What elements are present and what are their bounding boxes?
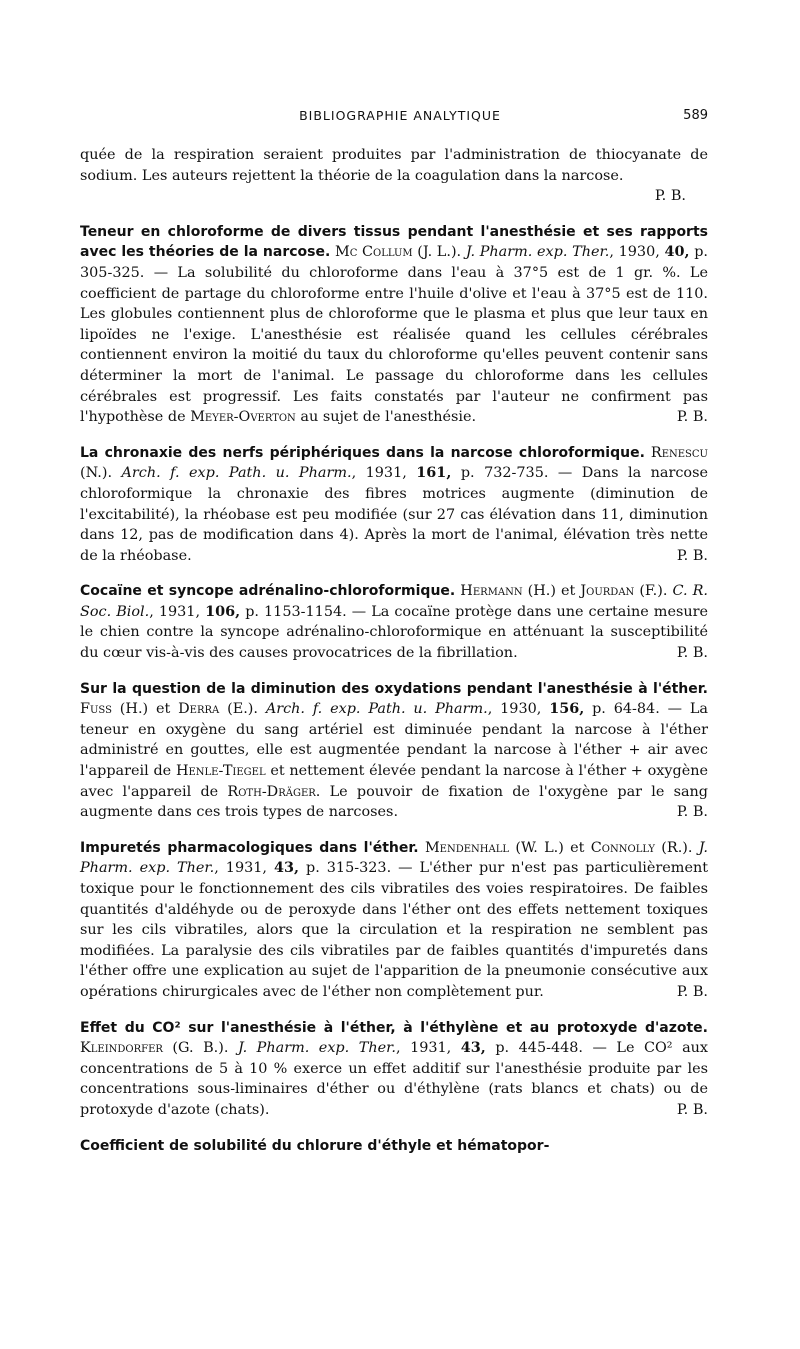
entry-title: Sur la question de la diminution des oxydations pendant l'anesthésie à l'éther. <box>80 680 708 697</box>
entry-body: — La teneur en oxygène du sang artériel est diminuée pendant la narcose à l'éther administré en gouttes, elle est augmentée pendant la narcose à l'éther + air avec l'appareil de <box>80 701 708 780</box>
bibliography-entry: Cocaïne et syncope adrénalino-chloroformique. Hermann (H.) et Jourdan (F.). C. R. Soc. Biol., 1931, 106, p. 1153-1154. — La cocaïne protège dans une certaine mesure le chien contre la syncope adrénalino-chloroformique en atténuant la susceptibilité du cœur vis-à-vis des causes provocatrices de la fibrillation. P. B. <box>80 581 708 663</box>
entry-body-mid: et nettement élevée pendant la narcose à l'éther + oxygène avec l'appareil de <box>80 763 709 800</box>
entry-title: Coefficient de solubilité du chlorure d'éthyle et hématopor- <box>80 1137 550 1154</box>
entry-cited-name-second: Roth-Dräger. <box>227 783 321 800</box>
page-number: 589 <box>683 108 708 123</box>
entry-year: 1931, <box>365 465 407 482</box>
entry-cited-name: Henle-Tiegel <box>175 763 266 780</box>
signature: P. B. <box>676 804 708 821</box>
signature: P. B. <box>676 1101 708 1118</box>
entry-journal: Arch. f. exp. Path. u. Pharm. <box>265 701 488 718</box>
entry-authors: Kleindorfer (G. B.). <box>80 1040 229 1057</box>
entry-volume: 40, <box>664 243 690 261</box>
bibliography-entry: La chronaxie des nerfs périphériques dans la narcose chloroformique. Renescu (N.). Arch. f. exp. Path. u. Pharm., 1931, 161, p. 732-735. — Dans la narcose chloroformique la chronaxie des fibres motrices augmente (diminution de l'excitabilité), la rhéobase est peu modifiée (sur 27 cas élévation dans 11, diminution dans 12, pas de modification dans 4). Après la mort de l'animal, élévation très nette de la rhéobase. P. B. <box>80 443 708 567</box>
entry-title: Cocaïne et syncope adrénalino-chloroformique. <box>80 583 456 600</box>
signature: P. B. <box>676 645 708 662</box>
entry-body: — La cocaïne protège dans une certaine mesure le chien contre la syncope adrénalino-chloroformique en atténuant la susceptibilité du cœur vis-à-vis des causes provocatrices de la fibrillation. <box>80 603 709 662</box>
entry-authors-join: et <box>570 839 585 856</box>
entry-title: La chronaxie des nerfs périphériques dans la narcose chloroformique. <box>80 444 645 461</box>
entry-journal: J. Pharm. exp. Ther. <box>80 839 709 877</box>
entry-title: Impuretés pharmacologiques dans l'éther. <box>80 839 419 856</box>
entry-body: — Dans la narcose chloroformique la chronaxie des fibres motrices augmente (diminution de l'excitabilité), la rhéobase est peu modifiée (sur 27 cas élévation dans 11, diminution dans 12, pas de modification dans 4). Après la mort de l'animal, élévation très nette de la rhéobase. <box>80 465 708 564</box>
entry-year: 1930, <box>618 244 660 261</box>
signature: P. B. <box>676 547 708 564</box>
entry-journal: C. R. Soc. Biol. <box>80 583 708 620</box>
entry-journal: J. Pharm. exp. Ther. <box>237 1040 396 1057</box>
entry-body: — L'éther pur n'est pas particulièrement toxique pour le fonctionnement des cils vibratiles des voies respiratoires. De faibles quantités d'aldéhyde ou de peroxyde dans l'éther ont des effets nettement toxiques sur les cils vibratiles, alors que la circulation et la respiration ne semblent pas modifiées. La paralysie des cils vibratiles par de faibles quantités d'impuretés dans l'éther offre une explication au sujet de l'apparition de la pneumonie consécutive aux opérations chirurgicales avec de l'éther non complètement pur. <box>80 860 709 1000</box>
continuation-text: quée de la respiration seraient produites par l'administration de thiocyanate de sodium. Les auteurs rejettent la théorie de la coagulation dans la narcose. <box>80 147 708 184</box>
entry-pages: p. 64-84. <box>592 701 660 718</box>
entry-pages: p. 315-323. <box>306 860 392 877</box>
entry-volume: 156, <box>549 700 585 718</box>
entry-cited-name: Meyer-Overton <box>190 409 296 426</box>
entry-title: Teneur en chloroforme de divers tissus pendant l'anesthésie et ses rapports avec les théories de la narcose. <box>80 223 708 261</box>
bibliography-entry: Sur la question de la diminution des oxydations pendant l'anesthésie à l'éther. Fuss (H.) et Derra (E.). Arch. f. exp. Path. u. Pharm., 1930, 156, p. 64-84. — La teneur en oxygène du sang artériel est diminuée pendant la narcose à l'éther administré en gouttes, elle est augmentée pendant la narcose à l'éther + air avec l'appareil de Henle-Tiegel et nettement élevée pendant la narcose à l'éther + oxygène avec l'appareil de Roth-Dräger. Le pouvoir de fixation de l'oxygène par le sang augmente dans ces trois types de narcoses. P. B. <box>80 679 708 823</box>
entry-volume: 106, <box>205 602 241 620</box>
entry-authors: Mendenhall (W. L.) <box>424 839 564 856</box>
bibliography-entry: Teneur en chloroforme de divers tissus pendant l'anesthésie et ses rapports avec les théories de la narcose. Mc Collum (J. L.). J. Pharm. exp. Ther., 1930, 40, p. 305-325. — La solubilité du chloroforme dans l'eau à 37°5 est de 1 gr. %. Le coefficient de partage du chloroforme entre l'huile d'olive et l'eau à 37°5 est de 110. Les globules contiennent plus de chloroforme que le plasma et plus que leur taux en lipoïdes ne l'exige. L'anesthésie est réalisée quand les cellules cérébrales contiennent environ la moitié du taux du chloroforme qu'elles peuvent contenir sans déterminer la mort de l'animal. Le passage du chloroforme dans les cellules cérébrales est progressif. Les faits constatés par l'auteur ne confirment pas l'hypothèse de Meyer-Overton au sujet de l'anesthésie. P. B. <box>80 222 708 428</box>
continuation-paragraph <box>80 145 708 207</box>
entry-authors-join: et <box>561 583 576 600</box>
bibliography-entry: Effet du CO² sur l'anesthésie à l'éther, à l'éthylène et au protoxyde d'azote. Kleindorfer (G. B.). J. Pharm. exp. Ther., 1931, 43, p. 445-448. — Le CO² aux concentrations de 5 à 10 % exerce un effet additif sur l'anesthésie produite par les concentrations sous-liminaires d'éther ou d'éthylène (rats blancs et chats) ou de protoxyde d'azote (chats). P. B. <box>80 1018 708 1121</box>
signature: P. B. <box>676 409 708 426</box>
signature: P. B. <box>654 188 686 205</box>
entry-journal: Arch. f. exp. Path. u. Pharm. <box>121 465 352 482</box>
entry-body: — Le CO² aux concentrations de 5 à 10 % exerce un effet additif sur l'anesthésie produite par les concentrations sous-liminaires d'éther ou d'éthylène (rats blancs et chats) ou de protoxyde d'azote (chats). <box>80 1040 709 1118</box>
running-title: BIBLIOGRAPHIE ANALYTIQUE <box>299 108 501 123</box>
entry-year: 1930, <box>500 701 542 718</box>
signature: P. B. <box>676 983 708 1000</box>
entry-authors-join: et <box>155 701 171 718</box>
entry-authors: Fuss (H.) <box>80 701 149 718</box>
entry-volume: 161, <box>416 464 452 482</box>
entry-authors-second: Connolly (R.). <box>590 839 693 856</box>
entry-authors: Hermann (H.) <box>460 583 556 600</box>
entry-year: 1931, <box>158 603 201 620</box>
running-head <box>0 106 800 126</box>
entry-pages: p. 1153-1154. <box>245 603 347 620</box>
entry-year: 1931, <box>225 860 267 877</box>
entry-authors-second: Derra (E.). <box>178 701 258 718</box>
entry-pages: p. 305-325. <box>80 244 708 281</box>
entry-year: 1931, <box>410 1040 452 1057</box>
entry-body-end: Le pouvoir de fixation de l'oxygène par le sang augmente dans ces trois types de narcoses. <box>80 783 709 821</box>
entry-pages: p. 732-735. <box>460 465 549 482</box>
bibliography-entry-partial <box>80 1136 708 1157</box>
entry-volume: 43, <box>460 1039 486 1057</box>
entry-authors: Mc Collum (J. L.). <box>334 244 462 261</box>
entry-body: — La solubilité du chloroforme dans l'eau à 37°5 est de 1 gr. %. Le coefficient de partage du chloroforme entre l'huile d'olive et l'eau à 37°5 est de 110. Les globules contiennent plus de chloroforme que le plasma et plus que leur taux en lipoïdes ne l'exige. L'anesthésie est réalisée quand les cellules cérébrales contiennent environ la moitié du taux du chloroforme qu'elles peuvent contenir sans déterminer la mort de l'animal. Le passage du chloroforme dans les cellules cérébrales est progressif. Les faits constatés par l'auteur ne confirment pas l'hypothèse de <box>80 264 708 426</box>
entry-journal: J. Pharm. exp. Ther. <box>465 244 610 261</box>
bibliography-entry: Impuretés pharmacologiques dans l'éther. Mendenhall (W. L.) et Connolly (R.). J. Pharm. exp. Ther., 1931, 43, p. 315-323. — L'éther pur n'est pas particulièrement toxique pour le fonctionnement des cils vibratiles des voies respiratoires. De faibles quantités d'aldéhyde ou de peroxyde dans l'éther ont des effets nettement toxiques sur les cils vibratiles, alors que la circulation et la respiration ne semblent pas modifiées. La paralysie des cils vibratiles par de faibles quantités d'impuretés dans l'éther offre une explication au sujet de l'apparition de la pneumonie consécutive aux opérations chirurgicales avec de l'éther non complètement pur. P. B. <box>80 838 708 1003</box>
entry-title: Effet du CO² sur l'anesthésie à l'éther, à l'éthylène et au protoxyde d'azote. <box>80 1019 708 1036</box>
article-body <box>80 145 708 1156</box>
entry-volume: 43, <box>273 859 300 877</box>
entry-authors-second: Jourdan (F.). <box>580 583 668 600</box>
entry-authors: Renescu (N.). <box>80 444 708 482</box>
entry-pages: p. 445-448. <box>495 1040 584 1057</box>
entry-body-end: au sujet de l'anesthésie. <box>300 409 477 426</box>
